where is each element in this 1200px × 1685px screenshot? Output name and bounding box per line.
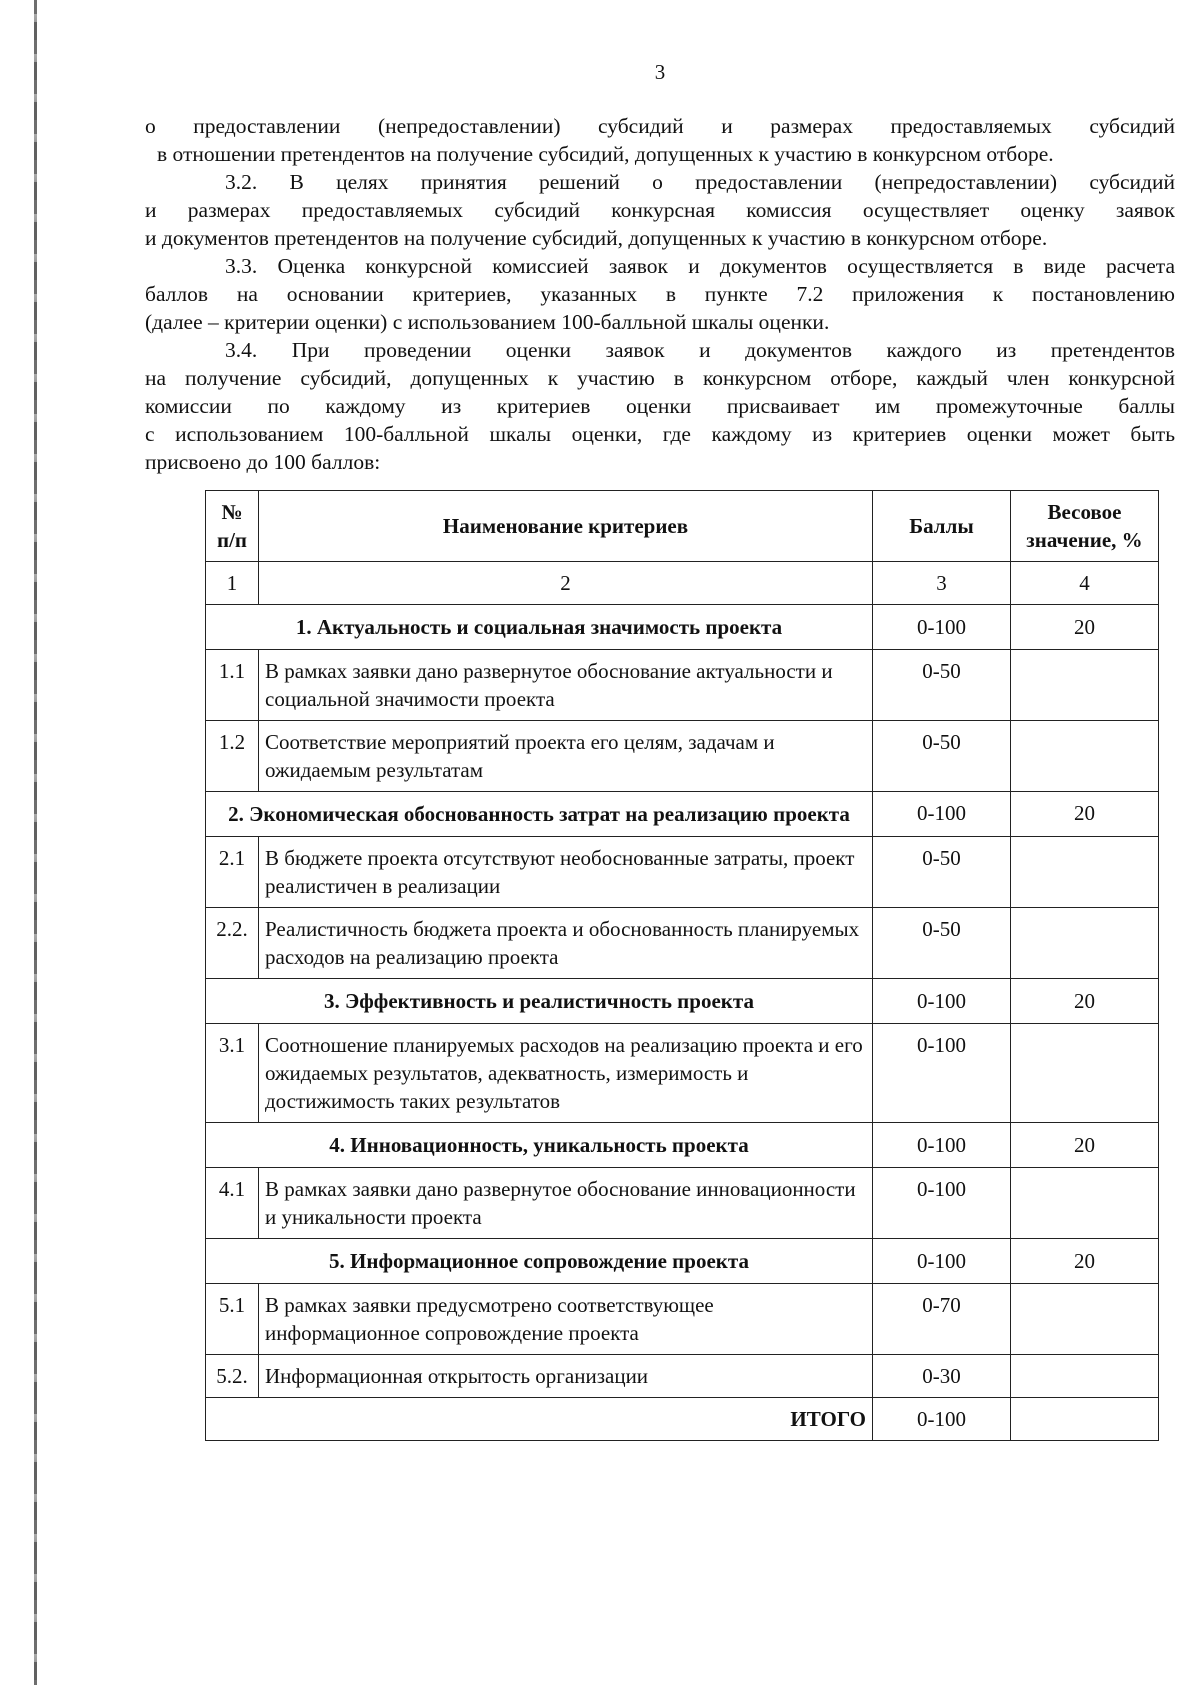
paragraph-3-2-line-2: и размерах предоставляемых субсидий конкурсная комиссия осуществляет оценку заявок [145, 198, 1175, 222]
item-points: 0-100 [873, 1168, 1011, 1239]
section-row [206, 1123, 1159, 1168]
item-num: 4.1 [206, 1168, 259, 1239]
section-title: 4. Инновационность, уникальность проекта [206, 1123, 873, 1168]
index-cell: 4 [1011, 562, 1159, 605]
item-points: 0-50 [873, 837, 1011, 908]
paragraph-3-4-line-3: комиссии по каждому из критериев оценки присваивает им промежуточные баллы [145, 394, 1175, 418]
item-name: Реалистичность бюджета проекта и обоснованность планируемых расходов на реализацию проекта [259, 908, 873, 979]
item-num: 5.1 [206, 1284, 259, 1355]
section-row [206, 605, 1159, 650]
table-row [206, 908, 1159, 979]
section-title: 3. Эффективность и реалистичность проекта [206, 979, 873, 1024]
item-num: 1.1 [206, 650, 259, 721]
item-points: 0-50 [873, 908, 1011, 979]
section-points: 0-100 [873, 979, 1011, 1024]
table-header-row [206, 491, 1159, 562]
section-row [206, 792, 1159, 837]
item-points: 0-30 [873, 1355, 1011, 1398]
item-weight [1011, 1284, 1159, 1355]
item-name: В рамках заявки предусмотрено соответствующее информационное сопровождение проекта [259, 1284, 873, 1355]
item-name: Соотношение планируемых расходов на реализацию проекта и его ожидаемых результатов, адекватность, измеримость и достижимость таких результатов [259, 1024, 873, 1123]
section-weight: 20 [1011, 1123, 1159, 1168]
item-points: 0-50 [873, 650, 1011, 721]
header-points: Баллы [873, 491, 1011, 562]
table-row [206, 1168, 1159, 1239]
item-num: 5.2. [206, 1355, 259, 1398]
item-weight [1011, 1024, 1159, 1123]
index-cell: 1 [206, 562, 259, 605]
criteria-table [205, 490, 1159, 1441]
section-weight: 20 [1011, 1239, 1159, 1284]
table-row [206, 650, 1159, 721]
paragraph-3-2-line-1: 3.2. В целях принятия решений о предоставлении (непредоставлении) субсидий [225, 170, 1175, 194]
page-number: 3 [654, 60, 666, 84]
item-num: 2.2. [206, 908, 259, 979]
body-text [145, 112, 1175, 476]
item-points: 0-50 [873, 721, 1011, 792]
paragraph-3-4-line-4: с использованием 100-балльной шкалы оценки, где каждому из критериев оценки может быть [145, 422, 1175, 446]
section-weight: 20 [1011, 792, 1159, 837]
table-row [206, 721, 1159, 792]
paragraph-intro-line-2: в отношении претендентов на получение субсидий, допущенных к участию в конкурсном отборе. [157, 142, 1054, 166]
section-points: 0-100 [873, 1123, 1011, 1168]
header-name: Наименование критериев [259, 491, 873, 562]
item-name: Соответствие мероприятий проекта его целям, задачам и ожидаемым результатам [259, 721, 873, 792]
section-row [206, 1239, 1159, 1284]
item-num: 3.1 [206, 1024, 259, 1123]
paragraph-3-4-line-5: присвоено до 100 баллов: [145, 450, 381, 474]
total-points: 0-100 [873, 1398, 1011, 1441]
total-label: ИТОГО [206, 1398, 873, 1441]
paragraph-3-4-line-1: 3.4. При проведении оценки заявок и документов каждого из претендентов [225, 338, 1175, 362]
total-row [206, 1398, 1159, 1441]
section-points: 0-100 [873, 792, 1011, 837]
section-title: 2. Экономическая обоснованность затрат на реализацию проекта [206, 792, 873, 837]
item-name: В рамках заявки дано развернутое обоснование актуальности и социальной значимости проекта [259, 650, 873, 721]
table-row [206, 1284, 1159, 1355]
item-name: Информационная открытость организации [259, 1355, 873, 1398]
section-points: 0-100 [873, 1239, 1011, 1284]
section-title: 5. Информационное сопровождение проекта [206, 1239, 873, 1284]
section-weight: 20 [1011, 979, 1159, 1024]
item-num: 1.2 [206, 721, 259, 792]
section-points: 0-100 [873, 605, 1011, 650]
item-weight [1011, 1168, 1159, 1239]
paragraph-intro-line-1: о предоставлении (непредоставлении) субсидий и размерах предоставляемых субсидий [145, 114, 1175, 138]
section-title: 1. Актуальность и социальная значимость проекта [206, 605, 873, 650]
paragraph-3-3-line-3: (далее – критерии оценки) с использованием 100-балльной шкалы оценки. [145, 310, 830, 334]
paragraph-3-4-line-2: на получение субсидий, допущенных к участию в конкурсном отборе, каждый член конкурсной [145, 366, 1175, 390]
index-cell: 2 [259, 562, 873, 605]
item-weight [1011, 1355, 1159, 1398]
item-points: 0-70 [873, 1284, 1011, 1355]
paragraph-3-3-line-2: баллов на основании критериев, указанных в пункте 7.2 приложения к постановлению [145, 282, 1175, 306]
header-num: № п/п [206, 491, 259, 562]
item-name: В рамках заявки дано развернутое обоснование инновационности и уникальности проекта [259, 1168, 873, 1239]
paragraph-3-3-line-1: 3.3. Оценка конкурсной комиссией заявок и документов осуществляется в виде расчета [225, 254, 1175, 278]
section-weight: 20 [1011, 605, 1159, 650]
paragraph-3-2-line-3: и документов претендентов на получение субсидий, допущенных к участию в конкурсном отборе. [145, 226, 1048, 250]
table-row [206, 1024, 1159, 1123]
item-weight [1011, 721, 1159, 792]
item-points: 0-100 [873, 1024, 1011, 1123]
index-cell: 3 [873, 562, 1011, 605]
table-index-row [206, 562, 1159, 605]
table-row [206, 1355, 1159, 1398]
total-weight [1011, 1398, 1159, 1441]
header-weight: Весовое значение, % [1011, 491, 1159, 562]
item-weight [1011, 650, 1159, 721]
item-weight [1011, 837, 1159, 908]
section-row [206, 979, 1159, 1024]
item-name: В бюджете проекта отсутствуют необоснованные затраты, проект реалистичен в реализации [259, 837, 873, 908]
item-num: 2.1 [206, 837, 259, 908]
scan-edge-artifact [34, 0, 37, 1685]
table-row [206, 837, 1159, 908]
item-weight [1011, 908, 1159, 979]
